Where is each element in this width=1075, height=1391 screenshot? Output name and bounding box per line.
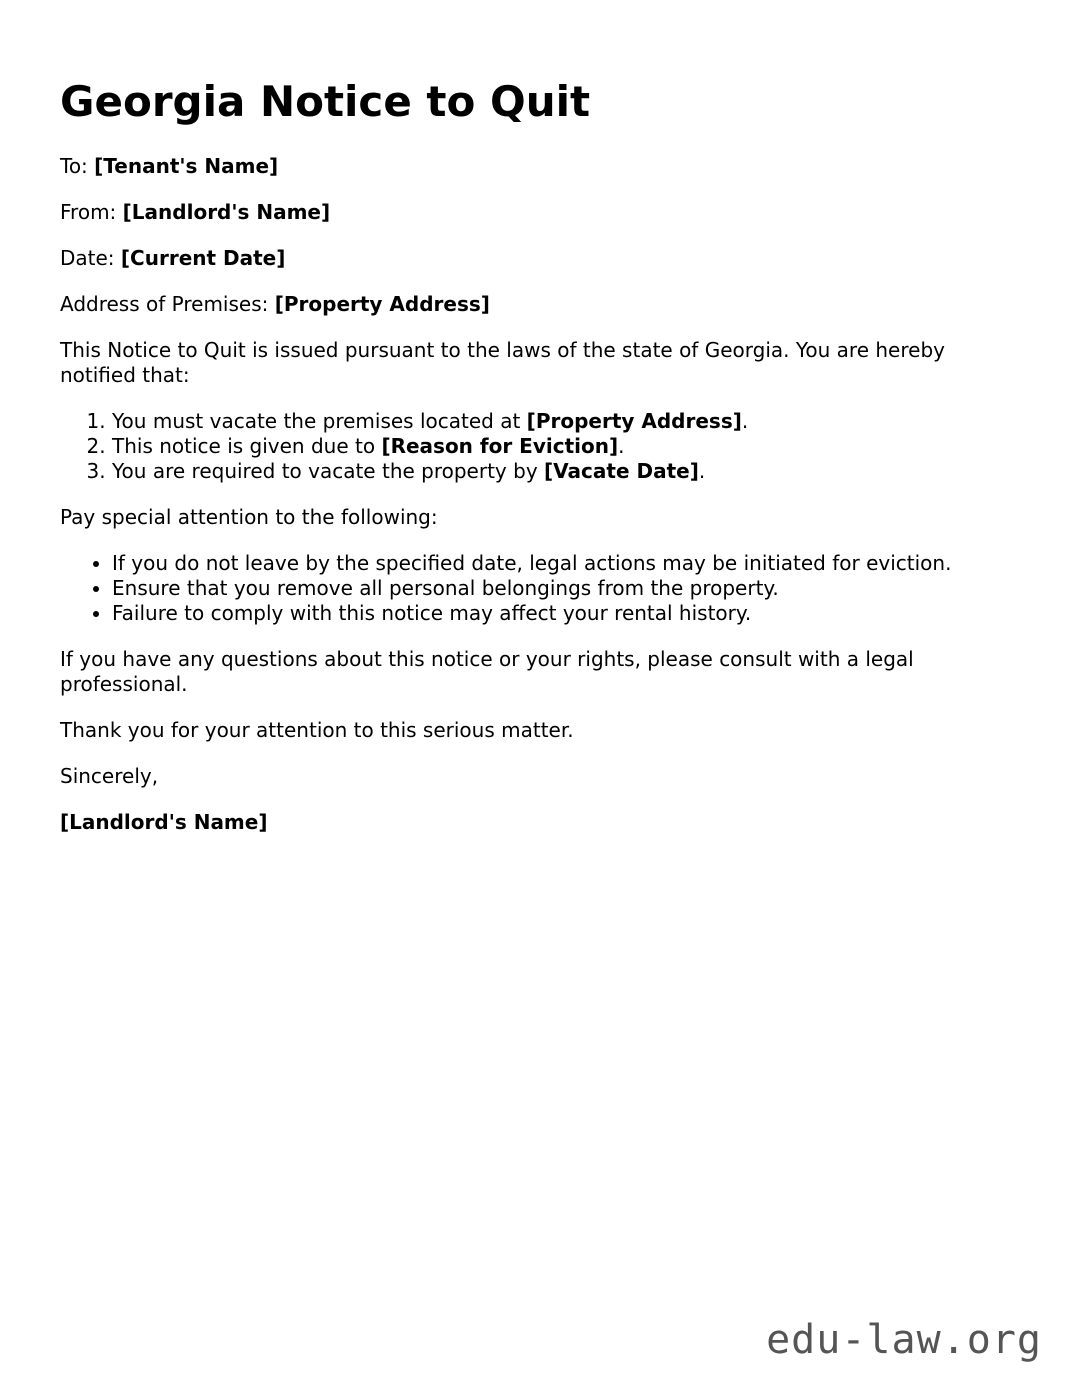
date-label: Date:: [60, 246, 121, 270]
from-field: [60, 200, 1010, 225]
list-item-punct: .: [698, 459, 706, 483]
intro-paragraph: This Notice to Quit is issued pursuant to the laws of the state of Georgia. You are hereby notified that:: [60, 338, 945, 387]
list-item: [112, 434, 1010, 459]
date-field: [60, 246, 1010, 271]
bullet-list: [60, 551, 1010, 626]
document-title: Georgia Notice to Quit: [60, 77, 591, 126]
address-label: Address of Premises:: [60, 292, 275, 316]
address-value: [Property Address]: [274, 292, 490, 316]
from-label: From:: [60, 200, 123, 224]
signature-name: [Landlord's Name]: [60, 810, 268, 834]
watermark: edu-law.org: [766, 1317, 1042, 1363]
to-value: [Tenant's Name]: [94, 154, 279, 178]
list-item-text: This notice is given due to: [112, 434, 382, 458]
list-item-text: You must vacate the premises located at: [112, 409, 527, 433]
address-field: [60, 292, 1010, 317]
attention-heading: Pay special attention to the following:: [60, 505, 438, 529]
closing-text: Sincerely,: [60, 764, 159, 788]
list-item: • Ensure that you remove all personal belongings from the property.: [112, 576, 1010, 601]
list-item: • If you do not leave by the specified date, legal actions may be initiated for eviction.: [112, 551, 1010, 576]
list-item: • Failure to comply with this notice may affect your rental history.: [112, 601, 1010, 626]
from-value: [Landlord's Name]: [122, 200, 331, 224]
list-item-text: You are required to vacate the property by: [112, 459, 545, 483]
numbered-list: [60, 409, 1010, 484]
signature-line: [60, 810, 1010, 835]
thanks-paragraph: Thank you for your attention to this serious matter.: [60, 718, 574, 742]
document-page: [60, 76, 1010, 856]
list-item-punct: .: [741, 409, 749, 433]
list-item-placeholder: [Property Address]: [526, 409, 742, 433]
list-item-placeholder: [Vacate Date]: [544, 459, 699, 483]
list-item-punct: .: [618, 434, 625, 458]
to-label: To:: [60, 154, 95, 178]
date-value: [Current Date]: [120, 246, 286, 270]
questions-paragraph: If you have any questions about this notice or your rights, please consult with a legal professional.: [60, 647, 914, 696]
list-item-placeholder: [Reason for Eviction]: [381, 434, 619, 458]
list-item: [112, 459, 1010, 484]
to-field: [60, 154, 1010, 179]
list-item: [112, 409, 1010, 434]
